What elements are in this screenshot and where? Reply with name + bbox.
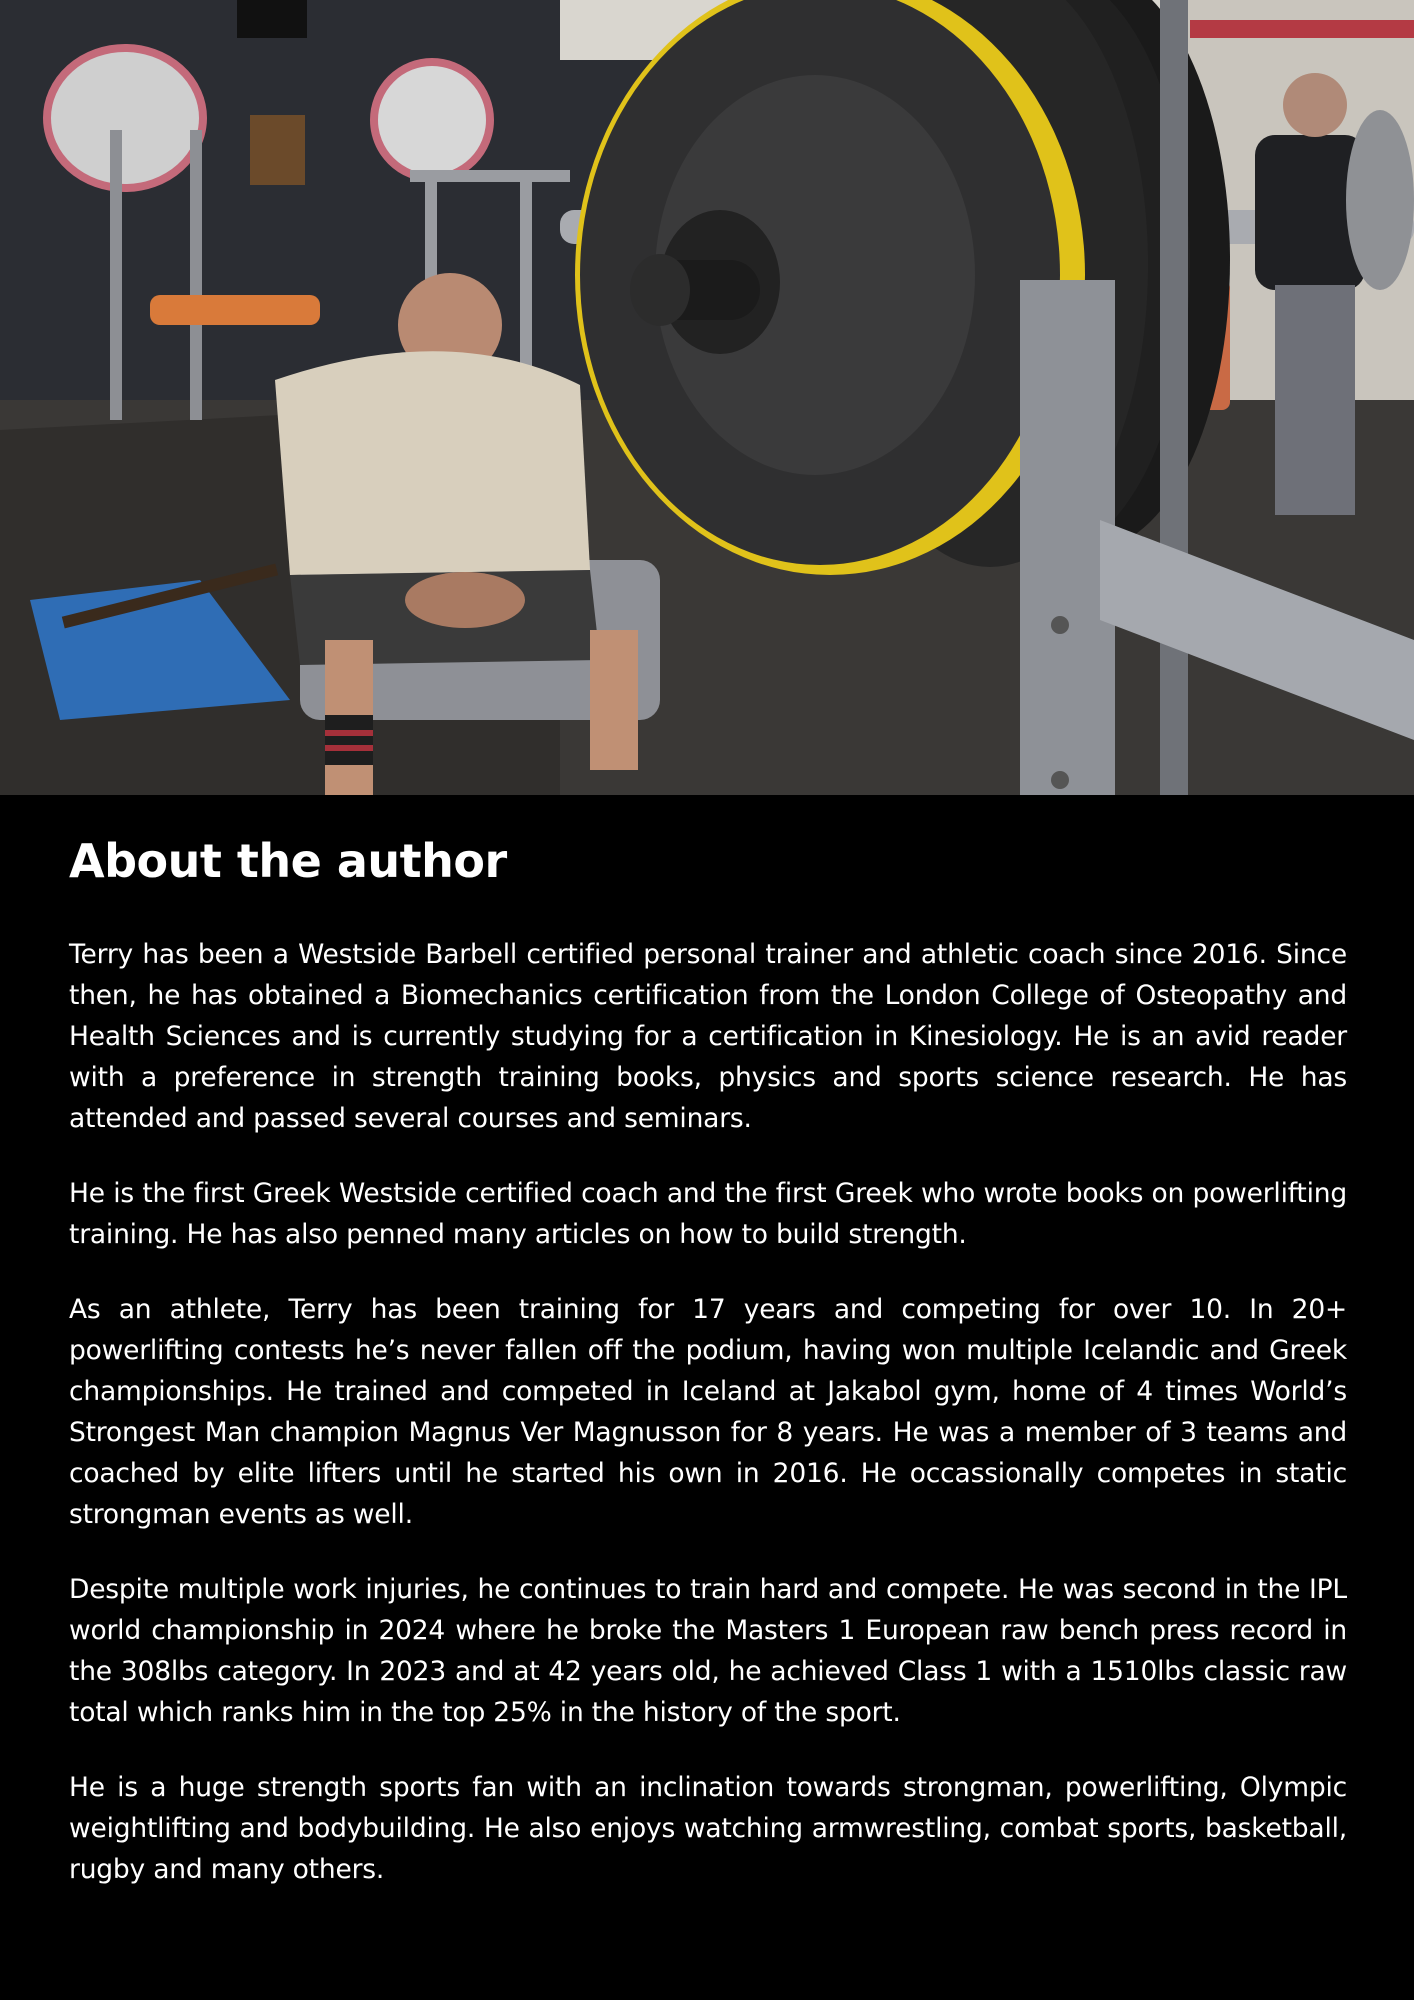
wall-poster: [250, 115, 305, 185]
about-author-section: [69, 826, 1347, 1924]
bio-paragraph: Despite multiple work injuries, he continues to train hard and compete. He was second in the IPL world championship in 2024 where he broke the Masters 1 European raw bench press record in the 308lbs category. In 2023 and at 42 years old, he achieved Class 1 with a 1510lbs classic raw total which ranks him in the top 25% in the history of the sport.: [69, 1574, 1347, 1728]
wall-mirror-left: [47, 48, 203, 188]
lifter-shirt: [275, 351, 590, 575]
bio-paragraph: He is the first Greek Westside certified coach and the first Greek who wrote books on powerlifting training. He has also penned many articles on how to build strength.: [69, 1178, 1347, 1250]
tv-screen: [237, 0, 307, 38]
red-trim: [1190, 20, 1414, 38]
bio-paragraph: As an athlete, Terry has been training for 17 years and competing for over 10. In 20+ powerlifting contests he’s never fallen off the podium, having won multiple Icelandic and Greek championships. He trained and competed in Iceland at Jakabol gym, home of 4 times World’s Strongest Man champion Magnus Ver Magnusson for 8 years. He was a member of 3 teams and coached by elite lifters until he started his own in 2016. He occassionally competes in static strongman events as well.: [69, 1294, 1347, 1530]
wall-mirror-right: [374, 62, 490, 178]
author-gym-photo: [0, 0, 1414, 795]
orange-bench-pad: [150, 295, 320, 325]
bio-paragraph: He is a huge strength sports fan with an inclination towards strongman, powerlifting, Olympic weightlifting and bodybuilding. He also enjoys watching armwrestling, combat sports, basketball, rugby and many others.: [69, 1772, 1347, 1885]
gym-photo-illustration: [0, 0, 1414, 795]
section-heading: About the author: [69, 834, 507, 888]
bio-paragraph: Terry has been a Westside Barbell certified personal trainer and athletic coach since 2016. Since then, he has obtained a Biomechanics certification from the London College of Osteopathy and Health Sciences and is currently studying for a certification in Kinesiology. He is an avid reader with a preference in strength training books, physics and sports science research. He has attended and passed several courses and seminars.: [69, 939, 1347, 1134]
